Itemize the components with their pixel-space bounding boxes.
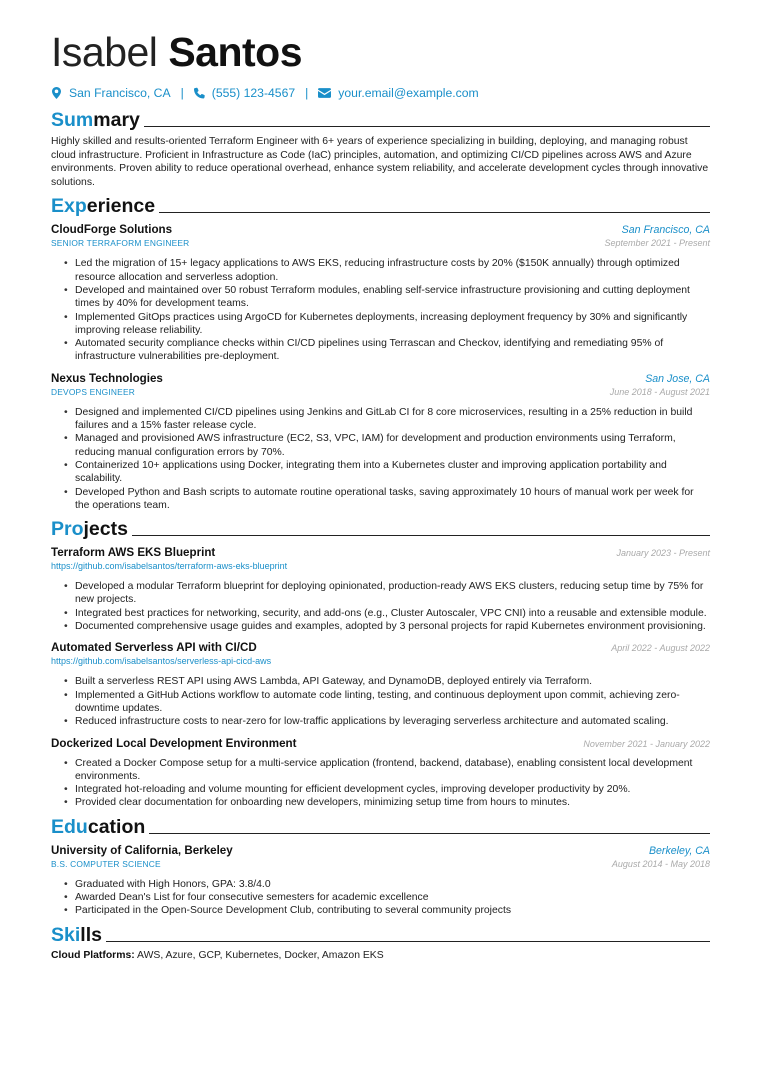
project-bullets	[51, 580, 710, 633]
job-company: Nexus Technologies	[51, 371, 163, 385]
contact-email[interactable]	[318, 86, 478, 100]
section-rule	[144, 126, 710, 127]
section-rule	[106, 941, 710, 942]
summary-heading: Sum mary	[51, 109, 710, 131]
contact-separator: |	[180, 86, 184, 100]
project-entry	[51, 546, 710, 633]
bullet-item: • Participated in the Open-Source Development Club, contributing to several community projects	[75, 904, 710, 917]
bullet-item: • Integrated hot-reloading and volume mounting for efficient development cycles, improving developer productivity by 20%.	[75, 783, 710, 796]
job-role: DEVOPS ENGINEER	[51, 386, 135, 397]
bullet-item: • Awarded Dean's List for four consecutive semesters for academic excellence	[75, 891, 710, 904]
bullet-item: • Created a Docker Compose setup for a multi-service application (frontend, backend, database), enabling consistent local development environments.	[75, 757, 710, 784]
bullet-item: • Graduated with High Honors, GPA: 3.8/4.0	[75, 878, 710, 891]
project-dates: January 2023 - Present	[616, 548, 710, 559]
phone-text: (555) 123-4567	[211, 86, 296, 100]
job-entry	[51, 223, 710, 363]
job-role: SENIOR TERRAFORM ENGINEER	[51, 238, 190, 249]
phone-icon	[194, 87, 205, 99]
bullet-item: • Documented comprehensive usage guides and examples, adopted by 3 personal projects for rapid Kubernetes environment provisioning.	[75, 620, 710, 633]
job-location: San Jose, CA	[645, 372, 710, 385]
experience-heading: Exp erience	[51, 195, 710, 217]
skills-row	[51, 950, 710, 961]
job-location: San Francisco, CA	[621, 224, 710, 237]
project-name: Dockerized Local Development Environment	[51, 736, 297, 750]
contact-location	[51, 86, 171, 100]
projects-heading: Pro jects	[51, 518, 710, 540]
job-company: CloudForge Solutions	[51, 223, 173, 237]
project-name: Automated Serverless API with CI/CD	[51, 641, 257, 655]
education-entry	[51, 844, 710, 918]
skills-heading: Ski lls	[51, 924, 710, 946]
section-rule	[159, 212, 710, 213]
job-dates: June 2018 - August 2021	[609, 386, 710, 397]
bullet-item: • Reduced infrastructure costs to near-zero for low-traffic applications by leveraging serverless architecture and automated scaling.	[75, 715, 710, 728]
project-link[interactable]: https://github.com/isabelsantos/serverless-api-cicd-aws	[51, 656, 272, 667]
bullet-item: • Implemented a GitHub Actions workflow to automate code linting, testing, and continuous deployment upon commit, achieving zero-downtime updates.	[75, 689, 710, 716]
first-name: Isabel	[51, 29, 158, 75]
project-link[interactable]: https://github.com/isabelsantos/terraform-aws-eks-blueprint	[51, 561, 288, 572]
bullet-item: • Integrated best practices for networking, security, and add-ons (e.g., Cluster Autoscaler, VPC CNI) into a reusable and extensible module.	[75, 607, 710, 620]
bullet-item: • Developed and maintained over 50 robust Terraform modules, enabling self-service infrastructure provisioning and cutting deployment times by 40% for development teams.	[75, 284, 710, 311]
section-rule	[132, 535, 710, 536]
skills-label: Cloud Platforms:	[51, 949, 135, 961]
last-name: Santos	[168, 29, 303, 75]
candidate-name	[51, 28, 710, 76]
bullet-item: • Built a serverless REST API using AWS Lambda, API Gateway, and DynamoDB, deployed entirely via Terraform.	[75, 675, 710, 688]
summary-text: Highly skilled and results-oriented Terraform Engineer with 6+ years of experience specializing in building, deploying, and managing robust cloud infrastructure. Proficient in Infrastructure as Code (IaC) principles, automation, and optimizing CI/CD pipelines across AWS and Azure environments. Proven ability to reduce operational overhead, enhance system reliability, and accelerate development cycles through innovative solutions.	[51, 136, 709, 188]
job-entry	[51, 372, 710, 512]
bullet-item: • Implemented GitOps practices using ArgoCD for Kubernetes deployments, increasing deployment frequency by 30% and significantly improving release reliability.	[75, 311, 710, 338]
project-entry	[51, 641, 710, 728]
job-bullets	[51, 406, 710, 512]
map-pin-icon	[51, 87, 62, 99]
contact-line	[51, 85, 710, 101]
project-dates: April 2022 - August 2022	[611, 643, 710, 654]
bullet-item: • Led the migration of 15+ legacy applications to AWS EKS, reducing infrastructure costs by 20% ($150K annually) through optimized resource allocation and serverless adoption.	[75, 257, 710, 284]
section-rule	[149, 833, 710, 834]
job-dates: September 2021 - Present	[604, 238, 710, 249]
email-text: your.email@example.com	[338, 86, 479, 100]
school-name: University of California, Berkeley	[51, 843, 233, 857]
project-dates: November 2021 - January 2022	[583, 738, 710, 749]
project-bullets	[51, 675, 710, 728]
project-name: Terraform AWS EKS Blueprint	[51, 546, 216, 560]
bullet-item: • Provided clear documentation for onboarding new developers, minimizing setup time from hours to minutes.	[75, 796, 710, 809]
skills-value: AWS, Azure, GCP, Kubernetes, Docker, Amazon EKS	[137, 949, 384, 961]
bullet-item: • Containerized 10+ applications using Docker, integrating them into a Kubernetes cluster and improving application portability and scalability.	[75, 459, 710, 486]
education-bullets	[51, 878, 710, 918]
degree: B.S. COMPUTER SCIENCE	[51, 858, 161, 869]
project-entry	[51, 737, 710, 810]
bullet-item: • Developed a modular Terraform blueprint for deploying opinionated, production-ready AWS EKS clusters, reducing setup time by 75% for new projects.	[75, 580, 710, 607]
contact-phone[interactable]	[194, 86, 295, 100]
project-bullets	[51, 757, 710, 810]
envelope-icon	[318, 87, 331, 99]
education-dates: August 2014 - May 2018	[611, 858, 710, 869]
education-heading: Edu cation	[51, 816, 710, 838]
bullet-item: • Managed and provisioned AWS infrastructure (EC2, S3, VPC, IAM) for development and production environments using Terraform, reducing manual configuration errors by 70%.	[75, 432, 710, 459]
job-bullets	[51, 257, 710, 363]
contact-separator: |	[305, 86, 309, 100]
school-location: Berkeley, CA	[648, 844, 710, 857]
bullet-item: • Designed and implemented CI/CD pipelines using Jenkins and GitLab CI for 8 core microservices, resulting in a 25% reduction in build failures and a 15% faster release cycle.	[75, 406, 710, 433]
bullet-item: • Automated security compliance checks within CI/CD pipelines using Terrascan and Checkov, identifying and remediating 95% of infrastructure vulnerabilities pre-deployment.	[75, 337, 710, 364]
location-text: San Francisco, CA	[69, 86, 171, 100]
bullet-item: • Developed Python and Bash scripts to automate routine operational tasks, saving approximately 10 hours of manual work per week for the operations team.	[75, 486, 710, 513]
